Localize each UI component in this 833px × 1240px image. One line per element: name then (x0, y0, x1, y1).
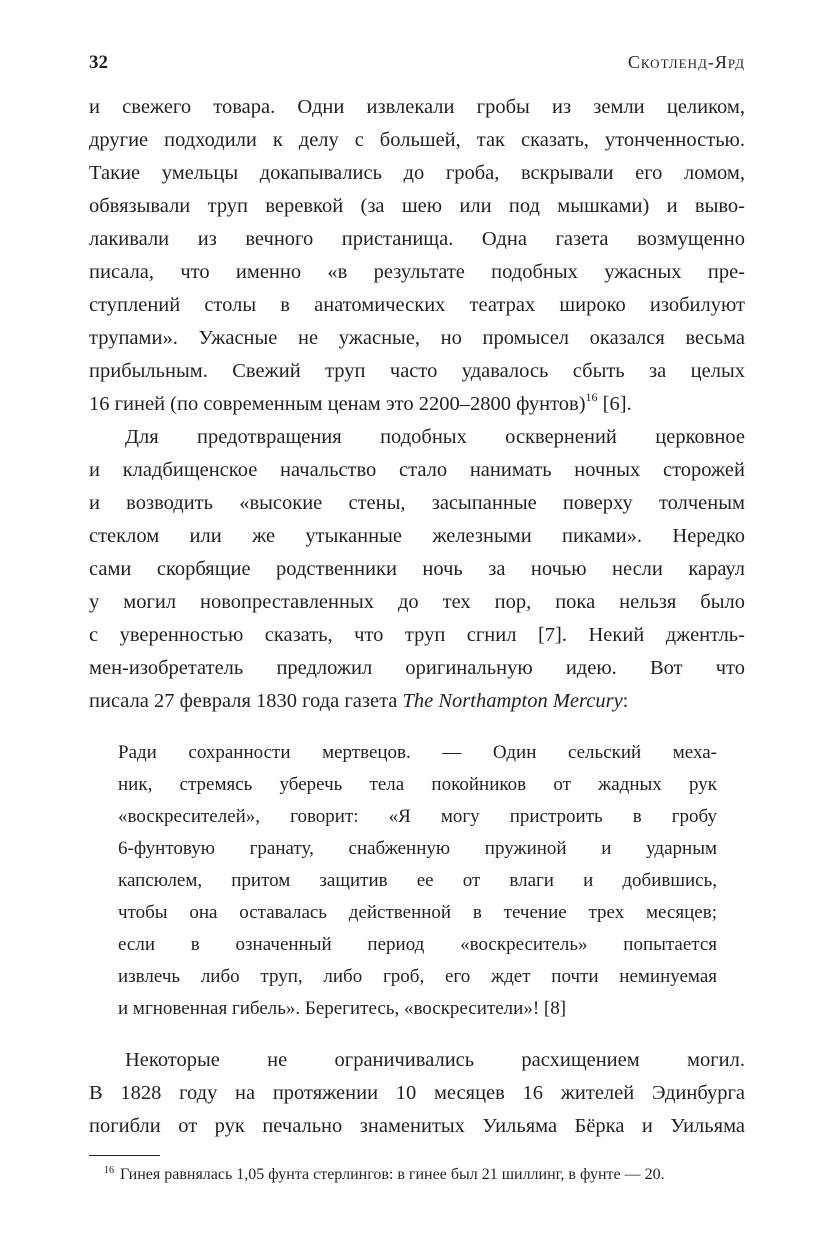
text-line: и возводить «высокие стены, засыпанные поверху толченым (89, 492, 745, 514)
paragraph-2 (89, 421, 745, 718)
running-head: Скотленд-Ярд (627, 52, 745, 72)
text-line: обвязывали труп веревкой (за шею или под мышками) и выво- (89, 195, 745, 217)
text-line: другие подходили к делу с большей, так сказать, утонченностью. (89, 129, 745, 151)
text-line: у могил новопреставленных до тех пор, пока нельзя было (89, 591, 745, 613)
text-line: Ради сохранности мертвецов. — Один сельский меха- (118, 742, 717, 763)
text-line: и кладбищенское начальство стало нанимать ночных сторожей (89, 459, 745, 481)
text-line: чтобы она оставалась действенной в течение трех месяцев; (118, 902, 717, 923)
text-line: погибли от рук печально знаменитых Уильяма Бёрка и Уильяма (89, 1115, 745, 1137)
text-line: В 1828 году на протяжении 10 месяцев 16 жителей Эдинбурга (89, 1082, 745, 1104)
newspaper-title: The Northampton Mercury (402, 690, 623, 712)
footnote-rule (89, 1155, 160, 1156)
text-line: и свежего товара. Одни извлекали гробы из земли целиком, (89, 96, 745, 118)
paragraph-3 (89, 1044, 745, 1143)
text-line (89, 685, 745, 718)
text-line: стеклом или же утыканные железными пиками». Нередко (89, 525, 745, 547)
text-line: капсюлем, притом защитив ее от влаги и добившись, (118, 870, 717, 891)
text-line: Такие умельцы докапывались до гроба, вскрывали его ломом, (89, 162, 745, 184)
paragraph-1 (89, 91, 745, 421)
text-line: Для предотвращения подобных осквернений церковное (125, 426, 745, 448)
text-line: Некоторые не ограничивались расхищением могил. (125, 1049, 745, 1071)
text-segment: писала 27 февраля 1830 года газета (89, 690, 403, 712)
page-number: 32 (89, 52, 108, 73)
text-segment: 16 гиней (по современным ценам это 2200–2800 фунтов) (89, 393, 586, 415)
text-segment: : (622, 690, 629, 712)
text-line: ступлений столы в анатомических театрах широко изобилуют (89, 294, 745, 316)
text-line: прибыльным. Свежий труп часто удавалось сбыть за целых (89, 360, 745, 382)
footnote-number: 16 (104, 1165, 114, 1176)
text-line: писала, что именно «в результате подобных ужасных пре- (89, 261, 745, 283)
text-line (89, 388, 745, 421)
text-line: и мгновенная гибель». Берегитесь, «воскресители»! [8] (118, 998, 567, 1019)
page-header (89, 52, 745, 91)
block-quote (118, 737, 717, 1025)
text-line: трупами». Ужасные не ужасные, но промысел оказался весьма (89, 327, 745, 349)
text-line: с уверенностью сказать, что труп сгнил [7]. Некий джентль- (89, 624, 745, 646)
footnote-reference[interactable]: 16 (585, 390, 598, 404)
text-line: извлечь либо труп, либо гроб, его ждет почти неминуемая (118, 966, 717, 987)
text-line: сами скорбящие родственники ночь за ночью несли караул (89, 558, 745, 580)
text-line: лакивали из вечного пристанища. Одна газета возмущенно (89, 228, 745, 250)
text-line: ник, стремясь уберечь тела покойников от жадных рук (118, 774, 717, 795)
footnote-text: Гинея равнялась 1,05 фунта стерлингов: в гинее был 21 шиллинг, в фунте — 20. (120, 1166, 665, 1183)
text-line: «воскресителей», говорит: «Я могу пристроить в гробу (118, 806, 717, 827)
text-line: 6-фунтовую гранату, снабженную пружиной и ударным (118, 838, 717, 859)
text-line: мен-изобретатель предложил оригинальную идею. Вот что (89, 657, 745, 679)
text-segment: [6]. (597, 393, 632, 415)
text-line: если в означенный период «воскреситель» попытается (118, 934, 717, 955)
footnote (104, 1164, 745, 1186)
